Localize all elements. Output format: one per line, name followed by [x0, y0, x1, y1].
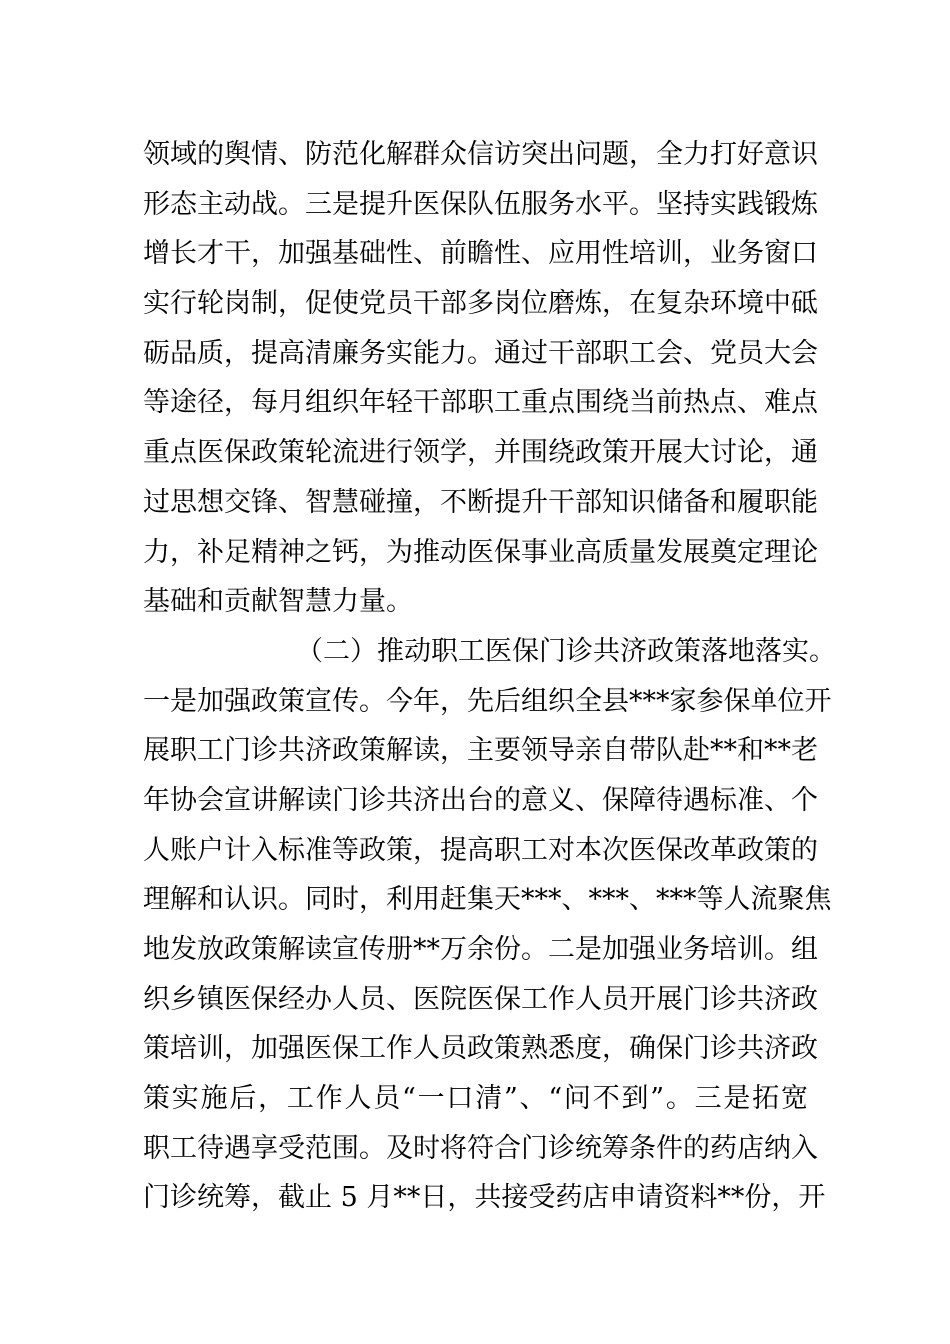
- text-line: 实行轮岗制，促使党员干部多岗位磨炼，在复杂环境中砥: [143, 288, 818, 320]
- text-line: 力，补足精神之钙，为推动医保事业高质量发展奠定理论: [143, 536, 818, 568]
- text-line: 重点医保政策轮流进行领学，并围绕政策开展大讨论，通: [143, 437, 818, 469]
- text-line: 策培训，加强医保工作人员政策熟悉度，确保门诊共济政: [143, 1033, 818, 1065]
- text-line: 策实施后，工作人员“一口清”、“问不到”。三是拓宽: [143, 1083, 808, 1115]
- text-line: 领域的舆情、防范化解群众信访突出问题，全力打好意识: [143, 139, 818, 170]
- text-line: 展职工门诊共济政策解读，主要领导亲自带队赴**和**老: [143, 735, 818, 767]
- text-line: 形态主动战。三是提升医保队伍服务水平。坚持实践锻炼: [143, 188, 818, 220]
- text-line: 年协会宣讲解读门诊共济出台的意义、保障待遇标准、个: [143, 784, 818, 816]
- text-line: 一是加强政策宣传。今年，先后组织全县***家参保单位开: [143, 685, 832, 717]
- text-line: 等途径，每月组织年轻干部职工重点围绕当前热点、难点: [143, 387, 818, 419]
- text-line: 职工待遇享受范围。及时将符合门诊统筹条件的药店纳入: [143, 1132, 818, 1164]
- document-page: [143, 130, 836, 1223]
- text-line: 地发放政策解读宣传册**万余份。二是加强业务培训。组: [143, 934, 818, 965]
- text-line: 过思想交锋、智慧碰撞，不断提升干部知识储备和履职能: [143, 486, 818, 518]
- section-heading: （二）推动职工医保门诊共济政策落地落实。: [296, 635, 836, 667]
- text-line: 增长才干，加强基础性、前瞻性、应用性培训，业务窗口: [143, 238, 818, 270]
- text-line: 人账户计入标准等政策，提高职工对本次医保改革政策的: [143, 834, 818, 866]
- text-line: 门诊统筹，截止 5 月**日，共接受药店申请资料**份，开: [143, 1182, 826, 1214]
- text-line: 织乡镇医保经办人员、医院医保工作人员开展门诊共济政: [143, 983, 818, 1015]
- text-line: 砺品质，提高清廉务实能力。通过干部职工会、党员大会: [143, 337, 818, 369]
- text-line: 基础和贡献智慧力量。: [143, 586, 413, 618]
- text-line: 理解和认识。同时，利用赶集天***、***、***等人流聚焦: [143, 884, 832, 916]
